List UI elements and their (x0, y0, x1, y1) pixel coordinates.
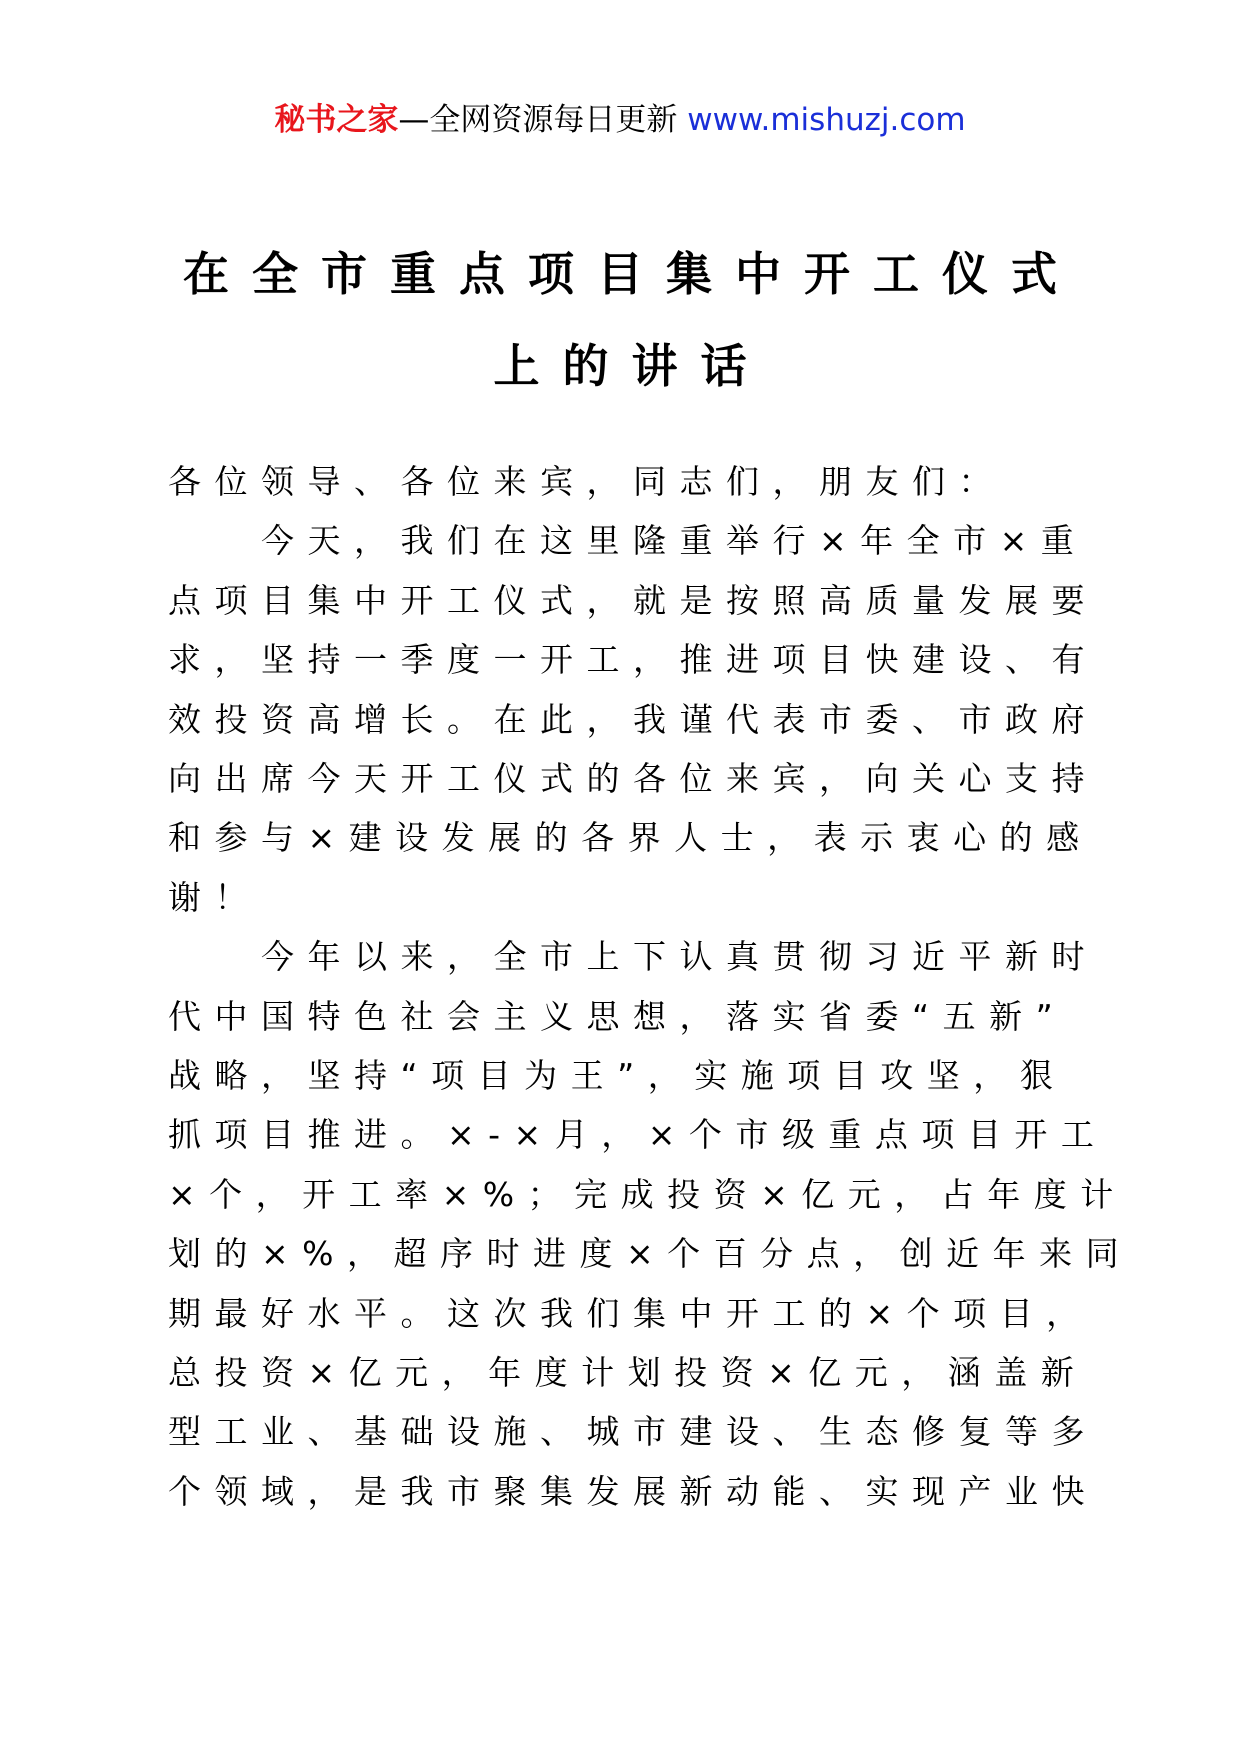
site-header (0, 100, 1240, 140)
header-slogan: —全网资源每日更新 (398, 102, 678, 138)
body-line: 总投资×亿元，年度计划投资×亿元，涵盖新 (168, 1353, 1088, 1392)
brand-name: 秘书之家 (274, 102, 399, 138)
body-line: 型工业、基础设施、城市建设、生态修复等多 (168, 1412, 1098, 1452)
body-line: 和参与×建设发展的各界人士，表示衷心的感 (168, 818, 1093, 858)
body-line: 今年以来，全市上下认真贯彻习近平新时 (168, 937, 1098, 977)
body-line: 抓项目推进。×-×月，×个市级重点项目开工 (168, 1115, 1108, 1155)
body-line: 向出席今天开工仪式的各位来宾，向关心支持 (168, 759, 1098, 798)
body-line: 今天，我们在这里隆重举行×年全市×重 (168, 521, 1088, 561)
body-line: ×个，开工率×%；完成投资×亿元，占年度计 (168, 1174, 1127, 1214)
site-url-link[interactable]: www.mishuzj.com (687, 102, 966, 138)
body-line: 个领域，是我市聚集发展新动能、实现产业快 (168, 1471, 1098, 1511)
body-line: 点项目集中开工仪式，就是按照高质量发展要 (168, 580, 1098, 620)
body-line: 各位领导、各位来宾，同志们，朋友们： (168, 462, 1005, 501)
body-line: 谢！ (168, 877, 261, 917)
body-line: 划的×%，超序时进度×个百分点，创近年来同 (168, 1234, 1133, 1274)
body-line: 效投资高增长。在此，我谨代表市委、市政府 (168, 699, 1098, 739)
body-line: 求，坚持一季度一开工，推进项目快建设、有 (168, 640, 1098, 680)
body-line: 代中国特色社会主义思想，落实省委“五新” (168, 996, 1067, 1036)
document-title-line-2: 上的讲话 (493, 339, 770, 393)
document-title-line-1: 在全市重点项目集中开工仪式 (183, 247, 1080, 301)
body-line: 战略，坚持“项目为王”，实施项目攻坚，狠 (168, 1056, 1067, 1095)
body-line: 期最好水平。这次我们集中开工的×个项目， (168, 1293, 1093, 1333)
